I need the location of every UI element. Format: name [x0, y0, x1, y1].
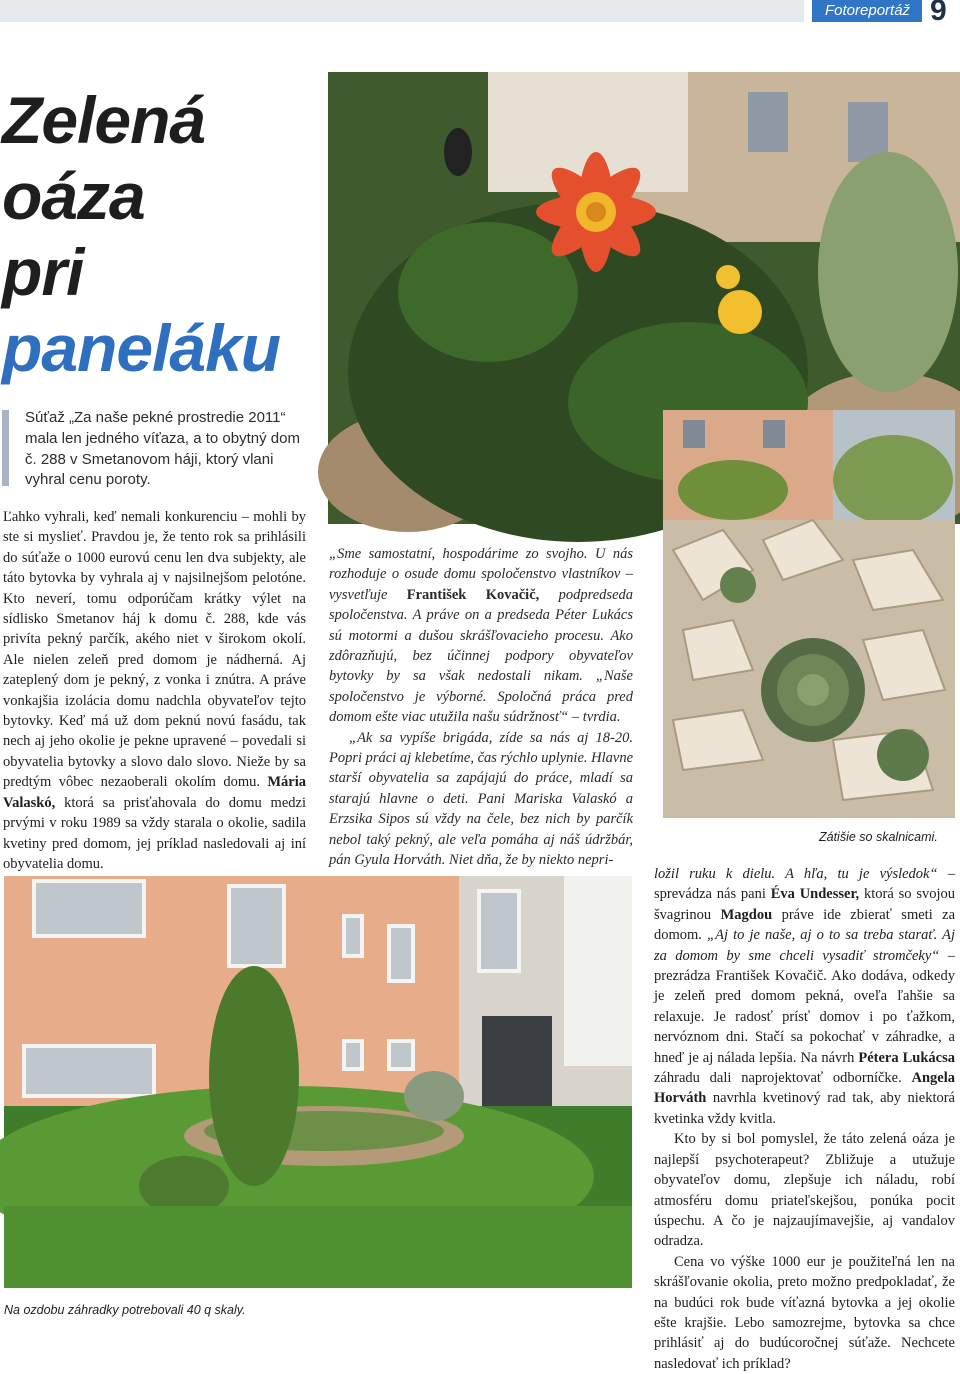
page-number: 9: [930, 0, 947, 27]
article-lead: Súťaž „Za naše pekné prostredie 2011“ mala len jedného víťaza, a to obytný dom č. 288 v Smetanovom háji, ktorý vlani vyhral cenu poroty.: [25, 409, 300, 489]
headline-line: Zelená: [2, 83, 206, 157]
article-headline: [2, 82, 332, 386]
paragraph: Ľahko vyhrali, keď nemali konkurenciu – mohli by ste si myslieť. Pravdou je, že tento rok sa prihlásili do súťaže o 1000 eurovú cenu len dva subjekty, ale táto bytovka by vyhrala aj v najsilnejšom pelotóne. Kto neverí, tomu odporúčam krátky výlet na sídlisko Smetanov háj k domu č. 288, kde vás privíta pekný parčík, akého niet v širokom okolí. Ale nielen zeleň pred domom je nádherná. Aj zateplený dom je pekný, z vonka i znútra. A práve vonkajšia izolácia domu nadchla obyvateľov tejto bytovky. Keď má už dom peknú novú fasádu, tak nech aj jeho okolie je pekne upravené – povedali si obyvatelia bytovky a slovo dalo slovo. Nieže by sa predtým vôbec nezaoberali okolím domu. Mária Valaskó, ktorá sa prisťahovala do domu medzi prvými v roku 1989 sa vždy starala o okolie, sadila kvetiny pred domom, jej príklad nasledovali aj iní obyvatelia domu.: [3, 509, 306, 872]
section-label: Fotoreportáž: [812, 0, 922, 22]
header-bar: [0, 0, 804, 22]
paragraph: Cena vo výške 1000 eur je použiteľná len na skrášľovanie okolia, preto možno predpokladať, že na budúci rok bude víťazná bytovka a jej okolie ešte krajšie. Lebo samozrejme, bytovka sa chce prihlásiť aj do budúcoročnej súťaže. Nechcete nasledovať ich príklad?: [654, 1253, 955, 1372]
rock-garden-caption: Zátišie so skalnicami.: [819, 830, 938, 844]
lead-accent-bar: [2, 410, 9, 486]
rock-garden-photo: [663, 410, 955, 818]
building-caption: Na ozdobu záhradky potrebovali 40 q skaly.: [4, 1303, 246, 1317]
article-column-middle: [329, 544, 633, 871]
person-name: Mária Valaskó,: [3, 774, 306, 811]
paragraph: Kto by si bol pomyslel, že táto zelená oáza je najlepší psychoterapeut? Zbližuje a utužuje obyvateľov domu, zlepšuje ich náladu, robí atmosféru domu priateľskejšou, ponúka pocit úspechu. A čo je najzaujímavejšie, aj vandalov odradza.: [654, 1131, 955, 1250]
person-name: Pétera Lukácsa: [858, 1049, 955, 1066]
paragraph: ložil ruku k dielu. A hľa, tu je výsledok“ – sprevádza nás pani Éva Undesser, ktorá so svojou švagrinou Magdou práve ide zbierať smeti za domom. „Aj to je naše, aj o to sa treba starať. Aj za domom by sme chceli vysadiť stromčeky“ – prezrádza František Kovačič. Ako dodáva, odkedy je zeleň pred domom pekná, oveľa ľahšie sa relaxuje. Je radosť prísť domov i po ťažkom, nervóznom dni. Stačí sa pokochať v záhradke, a hneď je aj nálada lepšia. Na návrh Pétera Lukácsa záhradu dali naprojektovať odborníčke. Angela Horváth navrhla kvetinový rad tak, aby niektorá kvetinka vždy kvitla.: [654, 866, 956, 1127]
article-column-left: [3, 507, 306, 874]
person-name: Magdou: [720, 906, 773, 923]
building-garden-photo: [4, 876, 632, 1288]
headline-line: paneláku: [2, 311, 281, 385]
paragraph: „Sme samostatní, hospodárime zo svojho. U nás rozhoduje o osude domu spoločenstvo vlastníkov – vysvetľuje František Kovačič, podpredseda spoločenstva. A práve on a predseda Péter Lukács sú motormi a dušou skrášľovacieho procesu. Ako zdôrazňujú, bez účinnej podpory obyvateľov bytovky by sa však nedostali nikam. „Naše spoločenstvo je výborné. Spoločná práca pred domom ešte viac utužila našu súdržnosť“ – tvrdia.: [329, 546, 633, 726]
headline-line: pri: [2, 235, 84, 309]
person-name: František Kovačič,: [406, 586, 540, 603]
article-column-right: [654, 864, 955, 1374]
person-name: Éva Undesser,: [770, 886, 860, 903]
person-name: Angela Horváth: [654, 1070, 955, 1107]
headline-line: oáza: [2, 159, 145, 233]
paragraph: „Ak sa vypíše brigáda, zíde sa nás aj 18-20. Popri práci aj klebetíme, čas rýchlo uplynie. Hlavne starší obyvatelia sa zapájajú do práce, mladí sa starajú hlavne o deti. Pani Mariska Valaskó a Erzsika Sipos sú vždy na čele, bez nich by parčík nebol taký pekný, ale veľa pomáha aj náš údržbár, pán Gyula Horváth. Niet dňa, že by niekto nepri-: [329, 729, 634, 869]
